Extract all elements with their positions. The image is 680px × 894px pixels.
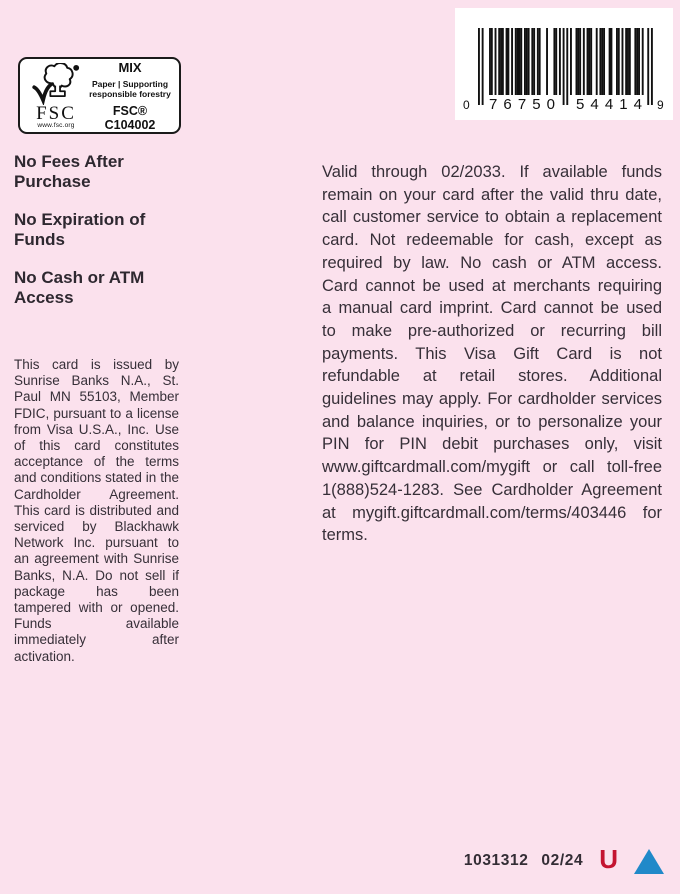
barcode-digits-right-group: 54414 <box>576 96 642 113</box>
fsc-license-code: FSC® C104002 <box>104 104 156 132</box>
benefit-no-expiration: No Expiration of Funds <box>14 210 146 249</box>
barcode-digits-left-group: 76750 <box>489 96 555 113</box>
issuer-disclosure-text: This card is issued by Sunrise Banks N.A., St. Paul MN 55103, Member FDIC, pursuant to a license from Visa U.S.A., Inc. Use of this card constitutes acceptance of the terms and conditions stated in the Cardholder Agreement. This card is distributed and serviced by Blackhawk Network Inc. pursuant to an agreement with Sunrise Banks, N.A. Do not sell if package has been tampered with or opened. Funds available immediately after activation. <box>14 357 179 664</box>
triangle-mark-icon <box>634 849 664 874</box>
fsc-text-block <box>86 60 174 132</box>
fsc-certification-label <box>18 57 181 134</box>
item-number: 1031312 <box>463 852 529 869</box>
fsc-grade: MIX <box>118 60 142 75</box>
upc-barcode <box>455 8 673 120</box>
footer-row <box>463 844 664 874</box>
benefit-no-cash-atm: No Cash or ATM Access <box>14 268 145 307</box>
fsc-url: www.fsc.org <box>37 122 75 129</box>
barcode-digit-check: 9 <box>657 98 664 112</box>
fsc-acronym: FSC <box>36 103 76 124</box>
date-code: 02/24 <box>541 852 584 869</box>
fsc-descriptor-line2: responsible forestry <box>89 88 171 99</box>
terms-text: Valid through 02/2033. If available funds remain on your card after the valid thru date, call customer service to obtain a replacement card. Not redeemable for cash, except as required by law. No cash or ATM access. Card cannot be used at merchants requiring a manual card imprint. Card cannot be used to make pre-authorized or recurring bill payments. This Visa Gift Card is not refundable at retail stores. Additional guidelines may apply. For cardholder services and balance inquiries, or to personalize your PIN for PIN debit purchases only, visit www.giftcardmall.com/mygift or call toll-free 1(888)524-1283. See Cardholder Agreement at mygift.giftcardmall.com/terms/403446 for terms. <box>322 163 662 545</box>
benefit-no-fees: No Fees After Purchase <box>14 152 124 191</box>
fsc-tree-icon <box>28 63 84 105</box>
brand-u-mark: U <box>599 844 618 874</box>
benefit-list <box>14 152 174 326</box>
fsc-descriptor-line1: Paper | Supporting <box>91 79 169 89</box>
fsc-logo-block <box>26 63 86 129</box>
barcode-digit-number-system: 0 <box>463 98 470 112</box>
